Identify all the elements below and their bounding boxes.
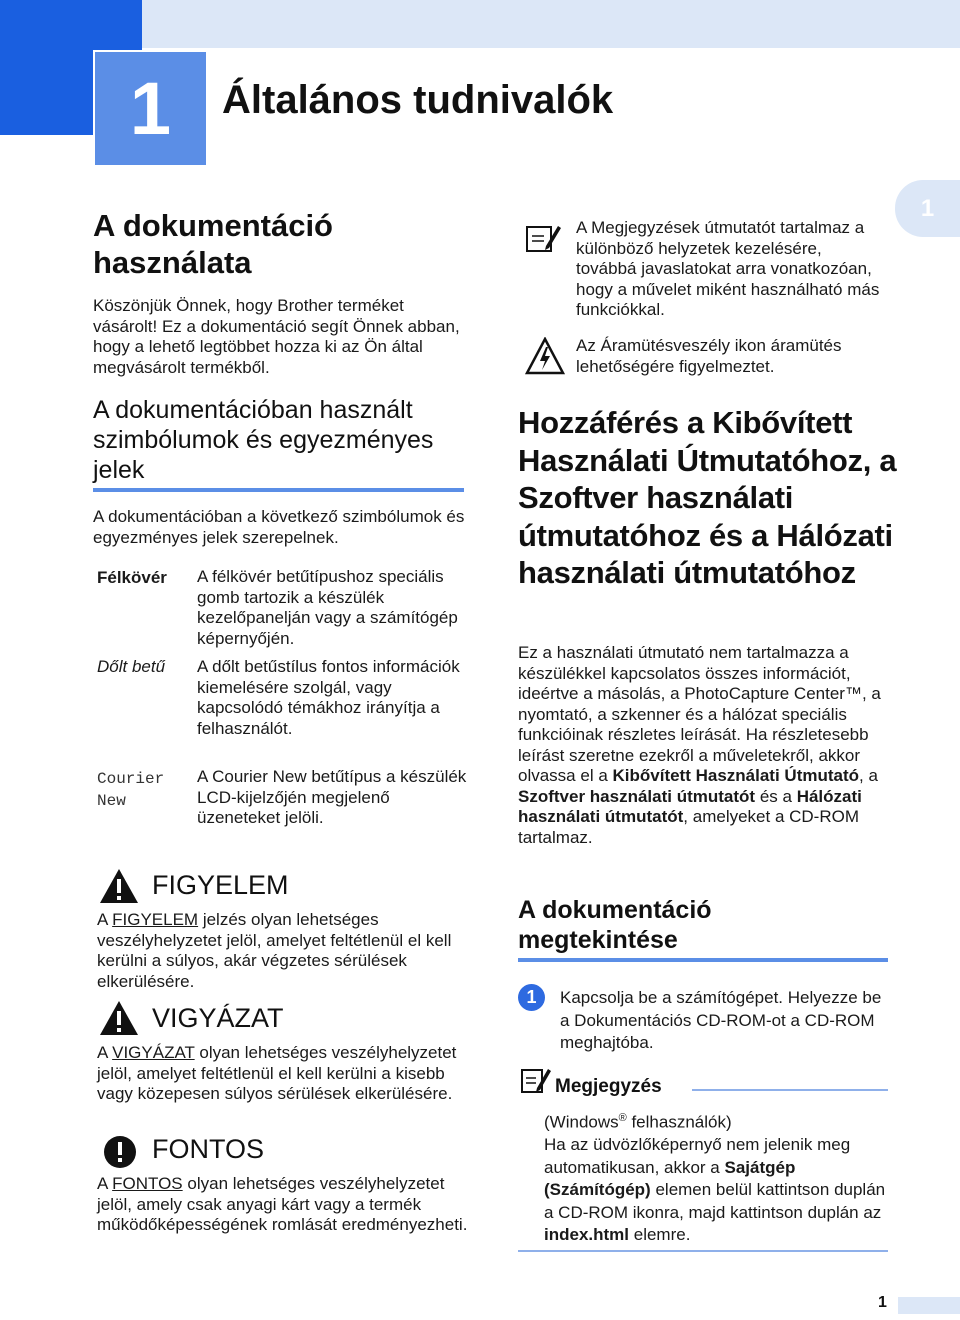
term-italic: Dőlt betű — [97, 657, 166, 676]
note-pencil-icon-small — [520, 1066, 552, 1096]
note-bottom-rule — [518, 1250, 888, 1252]
warning-title-fontos: FONTOS — [152, 1134, 265, 1164]
step-1-text: Kapcsolja be a számítógépet. Helyezze be a Dokumentációs CD-ROM-ot a CD-ROM meghajtóba. — [560, 988, 882, 1052]
intro-paragraph: Köszönjük Önnek, hogy Brother terméket vásárolt! Ez a dokumentáció segít Önnek abban, hogy a lehető legtöbbet hozza ki az Ön által megvásárolt termékből. — [93, 296, 460, 377]
note-legend-text: A Megjegyzések útmutatót tartalmaz a különböző helyzetek kezelésére, továbbá javaslatokat arra vonatkozóan, hogy a művelet miként használható más funkciókkal. — [576, 218, 880, 319]
warning-text-fontos: A FONTOS olyan lehetséges veszélyhelyzetet jelöl, amely csak anyagi kárt vagy a termék működőképességének romlását eredményezheti. — [97, 1174, 468, 1234]
chapter-number-box: 1 — [93, 50, 208, 167]
symbols-intro: A dokumentációban a következő szimbólumok és egyezményes jelek szerepelnek. — [93, 507, 465, 547]
note-title-rule — [692, 1089, 888, 1091]
shock-legend-text: Az Áramütésveszély ikon áramütés lehetőségére figyelmeztet. — [576, 336, 842, 376]
electric-shock-icon — [525, 337, 565, 375]
term-bold-desc: A félkövér betűtípushoz speciális gomb tartozik a készülék kezelőpanelján vagy a számítógép képernyőjén. — [197, 567, 458, 648]
section-title-access: Hozzáférés a Kibővített Használati Útmutatóhoz, a Szoftver használati útmutatóhoz és a Hálózati használati útmutatóhoz — [518, 405, 897, 590]
note-title: Megjegyzés — [555, 1076, 662, 1097]
warning-text-vigyazat: A VIGYÁZAT olyan lehetséges veszélyhelyzetet jelöl, amelyet feltétlenül el kell kerülni a kisebb vagy közepesen súlyos sérülések elkerülésére. — [97, 1043, 457, 1103]
important-circle-icon — [104, 1136, 136, 1168]
term-italic-desc: A dőlt betűstílus fontos információk kiemelésére szolgál, vagy kapcsolódó témákhoz irányítja a felhasználót. — [197, 657, 460, 738]
header-band-light — [142, 0, 960, 48]
step-number-circle: 1 — [518, 984, 545, 1011]
caution-triangle-icon — [99, 1000, 139, 1036]
section-title-symbols: A dokumentációban használt szimbólumok és egyezményes jelek — [93, 396, 434, 484]
chapter-tab: 1 — [895, 180, 960, 237]
section-title-documentation: A dokumentáció használata — [93, 208, 333, 280]
term-courier-desc: A Courier New betűtípus a készülék LCD-kijelzőjén megjelenő üzeneteket jelöli. — [197, 767, 467, 827]
note-body: (Windows® felhasználók) Ha az üdvözlőképernyő nem jelenik meg automatikusan, akkor a Sajátgép (Számítógép) elemen belül kattintson duplán a CD-ROM ikonra, majd kattintson duplán az index.html elemre. — [544, 1112, 886, 1245]
term-bold: Félkövér — [97, 568, 167, 587]
chapter-title: Általános tudnivalók — [222, 78, 614, 122]
warning-title-vigyazat: VIGYÁZAT — [152, 1003, 284, 1033]
warning-text-figyelem: A FIGYELEM jelzés olyan lehetséges veszélyhelyzetet jelöl, amelyet feltétlenül el kell kerülni a súlyos, akár végzetes sérülések elkerülésére. — [97, 910, 452, 991]
warning-triangle-icon — [99, 868, 139, 904]
page-number: 1 — [878, 1294, 887, 1311]
section-rule — [93, 488, 464, 492]
section-rule-viewing — [518, 958, 888, 962]
warning-title-figyelem: FIGYELEM — [152, 870, 289, 900]
term-courier: Courier New — [97, 770, 165, 810]
access-paragraph: Ez a használati útmutató nem tartalmazza a készülékkel kapcsolatos összes információt, ideértve a másolás, a PhotoCapture Center™, a nyomtató, a szkenner és a hálózat speciális funkcióinak részletes leírását. Ha részletesebb leírást szeretne ezekről a műveletekről, akkor olvassa el a Kibővített Használati Útmutató, a Szoftver használati útmutatót és a Hálózati használati útmutatót, amelyeket a CD-ROM tartalmaz. — [518, 643, 881, 847]
note-pencil-icon — [524, 222, 562, 254]
section-title-viewing: A dokumentáció megtekintése — [518, 896, 712, 954]
page-number-bar — [898, 1297, 960, 1314]
